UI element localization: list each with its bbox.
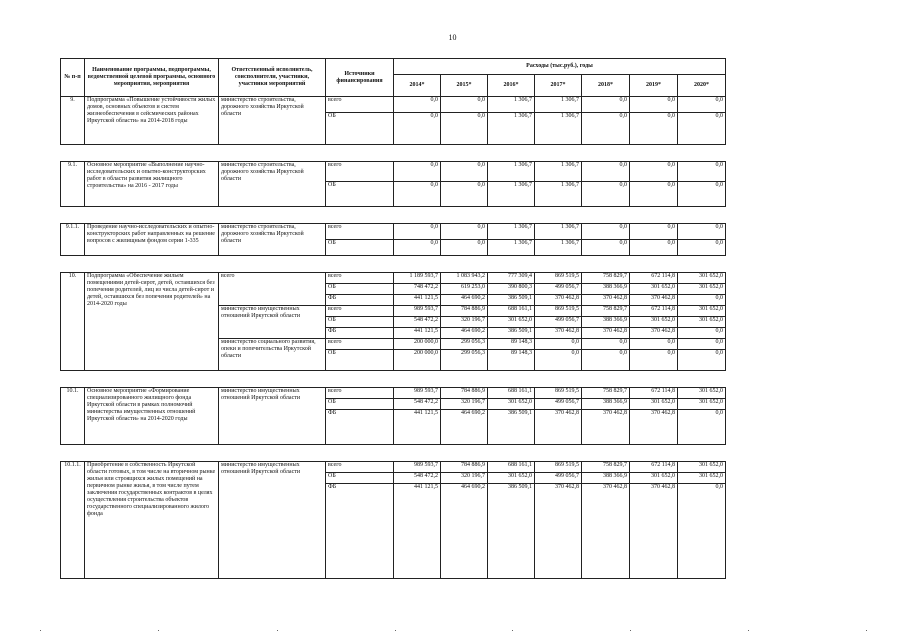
expense-value: 386 509,1: [488, 328, 535, 339]
header-year: 2017*: [535, 75, 582, 97]
expense-value: 0,0: [441, 224, 488, 240]
expense-value: 388 366,9: [582, 317, 630, 328]
header-num: № п-п: [61, 59, 85, 97]
executor-name: министерство строительства, дорожного хозяйства Иркутской области: [219, 97, 326, 145]
expense-value: 0,0: [441, 97, 488, 113]
block-spacer: [61, 445, 726, 462]
expense-value: 388 366,9: [582, 473, 630, 484]
expense-value: 758 829,7: [582, 388, 630, 399]
header-executor: Ответственный исполнитель, соисполнители, участники, участники мероприятий: [219, 59, 326, 97]
expense-value: 301 652,0: [678, 273, 726, 284]
expense-value: 0,0: [441, 162, 488, 182]
table-row: [61, 273, 726, 284]
executor-name: министерство имущественных отношений Иркутской области: [219, 388, 326, 445]
executor-name: министерство социального развития, опеки и попечительства Иркутской области: [219, 339, 326, 371]
expense-value: 301 652,0: [630, 473, 678, 484]
expense-value: 499 056,7: [535, 473, 582, 484]
expense-value: 0,0: [630, 339, 678, 350]
expense-value: 370 462,8: [630, 410, 678, 445]
expense-value: 441 121,5: [394, 328, 441, 339]
expense-value: 1 306,7: [488, 113, 535, 145]
expense-value: 1 306,7: [535, 162, 582, 182]
expense-value: 0,0: [394, 224, 441, 240]
funding-source: всего: [326, 306, 394, 317]
funding-source: всего: [326, 388, 394, 399]
expense-value: 0,0: [441, 240, 488, 256]
expense-value: 784 886,9: [441, 462, 488, 473]
program-name: Подпрограмма «Обеспечение жильем помещениями детей-сирот, детей, оставшихся без попечения родителей, лиц из числа детей-сирот и детей, оставшихся без попечения родителей» на 2014-2020 годы: [85, 273, 219, 371]
expense-value: 0,0: [582, 240, 630, 256]
executor-name: министерство строительства, дорожного хозяйства Иркутской области: [219, 224, 326, 256]
expense-value: 464 690,2: [441, 410, 488, 445]
funding-source: всего: [326, 97, 394, 113]
expense-value: 672 114,8: [630, 462, 678, 473]
expense-value: 784 886,9: [441, 306, 488, 317]
expense-value: 0,0: [535, 350, 582, 371]
expense-value: 0,0: [441, 182, 488, 207]
program-name: Основное мероприятие «Формирование специализированного жилищного фонда Иркутской области в рамках полномочий министерства имущественных отношений Иркутской области» на 2014-2020 годы: [85, 388, 219, 445]
expense-value: 301 652,0: [488, 399, 535, 410]
table-row: [61, 224, 726, 240]
block-spacer: [61, 207, 726, 224]
expense-value: 464 690,2: [441, 328, 488, 339]
expense-value: 441 121,5: [394, 410, 441, 445]
funding-source: всего: [326, 273, 394, 284]
expense-value: 370 462,8: [582, 410, 630, 445]
expense-value: 299 056,3: [441, 350, 488, 371]
expense-value: 370 462,8: [535, 410, 582, 445]
row-number: 10.1.1.: [61, 462, 85, 579]
expense-value: 0,0: [394, 113, 441, 145]
expense-value: 0,0: [582, 113, 630, 145]
row-number: 9.: [61, 97, 85, 145]
expense-value: 0,0: [582, 162, 630, 182]
expense-value: 390 800,3: [488, 284, 535, 295]
expense-value: 200 000,0: [394, 339, 441, 350]
expense-value: 370 462,8: [535, 328, 582, 339]
row-number: 9.1.1.: [61, 224, 85, 256]
expense-value: 1 306,7: [535, 97, 582, 113]
expense-value: 370 462,8: [535, 484, 582, 579]
header-year: 2020*: [678, 75, 726, 97]
expense-value: 1 306,7: [535, 182, 582, 207]
expense-value: 386 509,1: [488, 295, 535, 306]
budget-table: [60, 58, 726, 579]
funding-source: ОБ: [326, 317, 394, 328]
expense-value: 748 472,2: [394, 284, 441, 295]
expense-value: 0,0: [630, 350, 678, 371]
expense-value: 0,0: [394, 97, 441, 113]
row-number: 10.: [61, 273, 85, 371]
table-row: [61, 97, 726, 113]
expense-value: 388 366,9: [582, 399, 630, 410]
funding-source: ФБ: [326, 328, 394, 339]
expense-value: 370 462,8: [582, 484, 630, 579]
expense-value: 320 196,7: [441, 473, 488, 484]
expense-value: 0,0: [582, 350, 630, 371]
funding-source: всего: [326, 224, 394, 240]
expense-value: 464 690,2: [441, 484, 488, 579]
expense-value: 548 472,2: [394, 473, 441, 484]
expense-value: 301 652,0: [630, 317, 678, 328]
table-row: [61, 162, 726, 182]
expense-value: 0,0: [678, 162, 726, 182]
funding-source: ОБ: [326, 399, 394, 410]
expense-value: 989 593,7: [394, 388, 441, 399]
expense-value: 1 083 943,2: [441, 273, 488, 284]
expense-value: 0,0: [630, 113, 678, 145]
header-source: Источники финансирования: [326, 59, 394, 97]
executor-name: министерство имущественных отношений Иркутской области: [219, 306, 326, 339]
expense-value: 688 161,1: [488, 306, 535, 317]
expense-value: 1 306,7: [535, 113, 582, 145]
funding-source: ФБ: [326, 484, 394, 579]
expense-value: 0,0: [630, 240, 678, 256]
expense-value: 0,0: [678, 350, 726, 371]
expense-value: 301 652,0: [488, 317, 535, 328]
expense-value: 0,0: [678, 484, 726, 579]
expense-value: 370 462,8: [630, 484, 678, 579]
expense-value: 0,0: [678, 240, 726, 256]
program-name: Приобретение в собственность Иркутской области готовых, в том числе на вторичном рынке жилья или строящихся жилых помещений на первичном рынке жилья, в том числе путем заключения государственных контрактов в целях осуществления строительства объектов государственного специализированного жилого фонда: [85, 462, 219, 579]
funding-source: ФБ: [326, 410, 394, 445]
funding-source: ОБ: [326, 240, 394, 256]
expense-value: 386 509,1: [488, 484, 535, 579]
expense-value: 386 509,1: [488, 410, 535, 445]
expense-value: 320 196,7: [441, 317, 488, 328]
table-header: [61, 59, 726, 97]
expense-value: 89 148,3: [488, 339, 535, 350]
scan-noise: [0, 630, 905, 636]
expense-value: 758 829,7: [582, 273, 630, 284]
program-name: Проведение научно-исследовательских и опытно-конструкторских работ направленных на решение вопросов с жилищным фондом серии 1-335: [85, 224, 219, 256]
expense-value: 89 148,3: [488, 350, 535, 371]
expense-value: 441 121,5: [394, 484, 441, 579]
expense-value: 0,0: [678, 224, 726, 240]
expense-value: 0,0: [630, 97, 678, 113]
expense-value: 688 161,1: [488, 462, 535, 473]
expense-value: 370 462,8: [630, 295, 678, 306]
expense-value: 672 114,8: [630, 273, 678, 284]
block-spacer: [61, 256, 726, 273]
expense-value: 1 306,7: [488, 182, 535, 207]
page-number: 10: [448, 33, 457, 42]
expense-value: 301 652,0: [678, 388, 726, 399]
expense-value: 441 121,5: [394, 295, 441, 306]
expense-value: 672 114,8: [630, 306, 678, 317]
row-number: 10.1.: [61, 388, 85, 445]
expense-value: 619 253,0: [441, 284, 488, 295]
expense-value: 0,0: [535, 339, 582, 350]
expense-value: 370 462,8: [630, 328, 678, 339]
expense-value: 301 652,0: [678, 317, 726, 328]
expense-value: 464 690,2: [441, 295, 488, 306]
expense-value: 1 306,7: [488, 224, 535, 240]
expense-value: 301 652,0: [678, 462, 726, 473]
expense-value: 370 462,8: [582, 295, 630, 306]
expense-value: 200 000,0: [394, 350, 441, 371]
expense-value: 1 306,7: [535, 224, 582, 240]
funding-source: ОБ: [326, 284, 394, 295]
expense-value: 869 519,5: [535, 273, 582, 284]
expense-value: 1 306,7: [488, 97, 535, 113]
row-number: 9.1.: [61, 162, 85, 207]
expense-value: 0,0: [630, 162, 678, 182]
expense-value: 0,0: [394, 182, 441, 207]
expense-value: 499 056,7: [535, 399, 582, 410]
expense-value: 548 472,2: [394, 399, 441, 410]
executor-name: министерство имущественных отношений Иркутской области: [219, 462, 326, 579]
expense-value: 869 519,5: [535, 306, 582, 317]
table-row: [61, 462, 726, 473]
expense-value: 869 519,5: [535, 462, 582, 473]
expense-value: 0,0: [678, 339, 726, 350]
block-spacer: [61, 371, 726, 388]
expense-value: 0,0: [582, 97, 630, 113]
expense-value: 0,0: [630, 182, 678, 207]
expense-value: 388 366,9: [582, 284, 630, 295]
expense-value: 0,0: [678, 410, 726, 445]
expense-value: 301 652,0: [678, 306, 726, 317]
expense-value: 758 829,7: [582, 306, 630, 317]
funding-source: ОБ: [326, 182, 394, 207]
expense-value: 0,0: [394, 240, 441, 256]
expense-value: 672 114,8: [630, 388, 678, 399]
expense-value: 869 519,5: [535, 388, 582, 399]
expense-value: 299 056,3: [441, 339, 488, 350]
expense-value: 777 309,4: [488, 273, 535, 284]
expense-value: 301 652,0: [630, 284, 678, 295]
expense-value: 758 829,7: [582, 462, 630, 473]
expense-value: 688 161,1: [488, 388, 535, 399]
expense-value: 0,0: [678, 328, 726, 339]
expense-value: 320 196,7: [441, 399, 488, 410]
header-year: 2018*: [582, 75, 630, 97]
header-year: 2014*: [394, 75, 441, 97]
funding-source: ОБ: [326, 473, 394, 484]
expense-value: 1 306,7: [488, 240, 535, 256]
block-spacer: [61, 145, 726, 162]
expense-value: 989 593,7: [394, 462, 441, 473]
executor-name: министерство строительства, дорожного хозяйства Иркутской области: [219, 162, 326, 207]
expense-value: 0,0: [678, 97, 726, 113]
expense-value: 370 462,8: [582, 328, 630, 339]
funding-source: всего: [326, 339, 394, 350]
funding-source: ОБ: [326, 113, 394, 145]
expense-value: 1 306,7: [535, 240, 582, 256]
expense-value: 0,0: [678, 113, 726, 145]
expense-value: 301 652,0: [678, 284, 726, 295]
expense-value: 499 056,7: [535, 284, 582, 295]
funding-source: ОБ: [326, 350, 394, 371]
expense-value: 301 652,0: [488, 473, 535, 484]
expense-value: 0,0: [582, 339, 630, 350]
table-body: [61, 97, 726, 579]
expense-value: 370 462,8: [535, 295, 582, 306]
header-year: 2019*: [630, 75, 678, 97]
program-name: Основное мероприятие «Выполнение научно-исследовательских и опытно-конструкторских работ в области развития жилищного строительства» на 2016 - 2017 годы: [85, 162, 219, 207]
header-year: 2015*: [441, 75, 488, 97]
funding-source: ФБ: [326, 295, 394, 306]
expense-value: 301 652,0: [678, 399, 726, 410]
expense-value: 499 056,7: [535, 317, 582, 328]
funding-source: всего: [326, 162, 394, 182]
expense-value: 0,0: [678, 182, 726, 207]
expense-value: 784 886,9: [441, 388, 488, 399]
expense-value: 1 189 593,7: [394, 273, 441, 284]
expense-value: 0,0: [630, 224, 678, 240]
expense-value: 0,0: [441, 113, 488, 145]
expense-value: 548 472,2: [394, 317, 441, 328]
table-row: [61, 388, 726, 399]
header-year: 2016*: [488, 75, 535, 97]
expense-value: 1 306,7: [488, 162, 535, 182]
program-name: Подпрограмма «Повышение устойчивости жилых домов, основных объектов и систем жизнеобеспечения в сейсмических районах Иркутской области» на 2014-2018 годы: [85, 97, 219, 145]
header-program: Наименование программы, подпрограммы, ведомственной целевой программы, основного мероприятия, мероприятия: [85, 59, 219, 97]
header-expenses: Расходы (тыс.руб.), годы: [394, 59, 726, 75]
expense-value: 0,0: [394, 162, 441, 182]
expense-value: 0,0: [678, 295, 726, 306]
expense-value: 301 652,0: [630, 399, 678, 410]
executor-name: всего: [219, 273, 326, 306]
expense-value: 0,0: [582, 182, 630, 207]
expense-value: 301 652,0: [678, 473, 726, 484]
expense-value: 989 593,7: [394, 306, 441, 317]
funding-source: всего: [326, 462, 394, 473]
expense-value: 0,0: [582, 224, 630, 240]
